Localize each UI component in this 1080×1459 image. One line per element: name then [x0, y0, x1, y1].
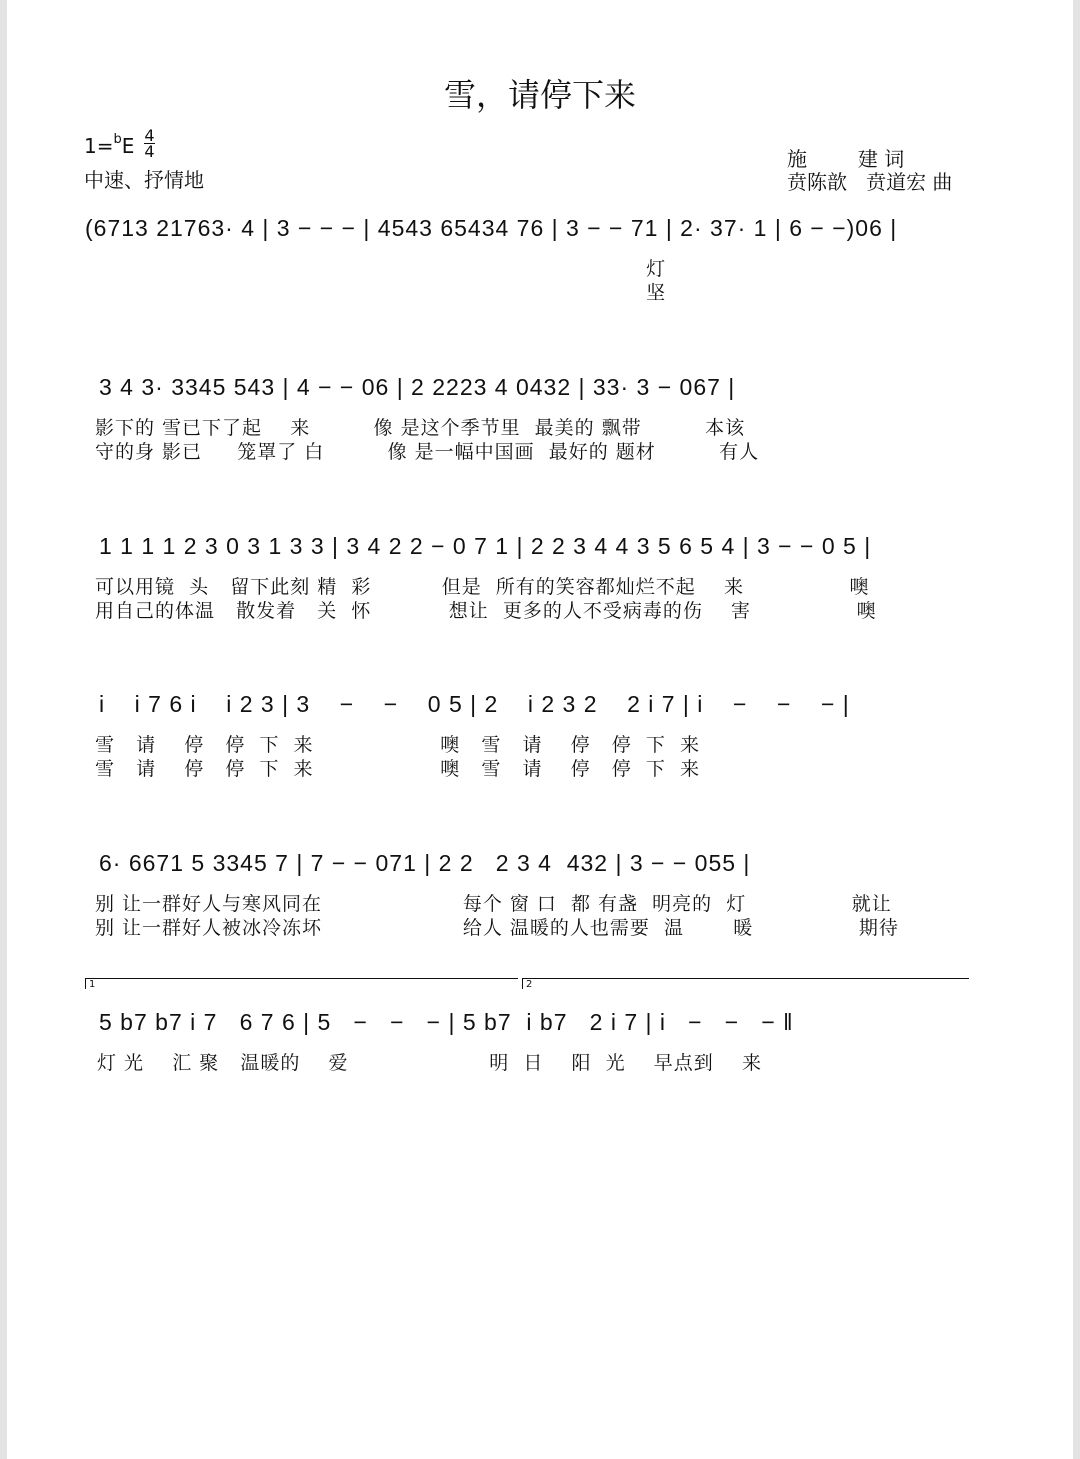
lyric-line-1-verse-2: 坚	[97, 282, 667, 304]
lyric-line-5-verse-1: 别 让一群好人与寒风同在 每个 窗 口 都 有盏 明亮的 灯 就让	[95, 893, 892, 915]
key-flat: b	[113, 132, 122, 147]
lyric-line-3-verse-2: 用自己的体温 散发着 关 怀 想让 更多的人不受病毒的伤 害 噢	[95, 600, 877, 622]
notation-line-2: 3 4 3· 3345 543 | 4 − − 06 | 2 2223 4 0432 | 33· 3 − 067 |	[99, 374, 736, 400]
time-top: 4	[144, 126, 155, 145]
notation-line-5: 6· 6671 5 3345 7 | 7 − − 071 | 2 2 2 3 4 432 | 3 − − 055 |	[99, 850, 751, 876]
volta-bracket-2	[522, 978, 969, 989]
time-bottom: 4	[144, 142, 155, 161]
notation-line-3: 1 1 1 1 2 3 0 3 1 3 3 | 3 4 2 2 − 0 7 1 | 2 2 3 4 4 3 5 6 5 4 | 3 − − 0 5 |	[99, 533, 872, 559]
time-signature	[144, 128, 154, 159]
notation-line-4: i i 7 6 i i 2 3 | 3 − − 0 5 | 2 i 2 3 2 2 i 7 | i − − − |	[99, 691, 850, 717]
lyric-line-2-verse-1: 影下的 雪已下了起 来 像 是这个季节里 最美的 飘带 本该	[95, 417, 746, 439]
tempo-marking: 中速、抒情地	[84, 168, 204, 192]
lyric-line-2-verse-2: 守的身 影已 笼罩了 白 像 是一幅中国画 最好的 题材 有人	[95, 441, 760, 463]
lyric-line-4-verse-1: 雪 请 停 停 下 来 噢 雪 请 停 停 下 来	[95, 734, 700, 756]
lyric-line-1-verse-1: 灯	[97, 258, 667, 280]
lyric-line-5-verse-2: 别 让一群好人被冰冷冻坏 给人 温暖的人也需要 温 暖 期待	[95, 917, 899, 939]
key-signature	[84, 128, 155, 159]
notation-line-6: 5 b7 b7 i 7 6 7 6 | 5 − − − | 5 b7 i b7 2 i 7 | i − − − ‖	[99, 1009, 794, 1035]
song-title: 雪，请停下来	[443, 76, 636, 114]
lyric-line-3-verse-1: 可以用镜 头 留下此刻 精 彩 但是 所有的笑容都灿烂不起 来 噢	[95, 576, 870, 598]
lyric-line-4-verse-2: 雪 请 停 停 下 来 噢 雪 请 停 停 下 来	[95, 758, 700, 780]
key-prefix: 1=	[84, 134, 114, 158]
key-note: E	[121, 134, 135, 158]
volta-number-2: 2	[526, 979, 533, 990]
composer-credit: 贲陈歆 贲道宏 曲	[787, 170, 953, 194]
lyricist-credit: 施 建 词	[787, 147, 905, 171]
notation-line-1: (6713 21763· 4 | 3 − − − | 4543 65434 76 | 3 − − 71 | 2· 37· 1 | 6 − −)06 |	[85, 215, 898, 241]
volta-bracket-1	[85, 978, 518, 989]
volta-number-1: 1	[89, 979, 96, 990]
sheet-page	[7, 0, 1073, 1459]
lyric-line-6-verse-1: 灯 光 汇 聚 温暖的 爱 明 日 阳 光 早点到 来	[97, 1052, 762, 1074]
